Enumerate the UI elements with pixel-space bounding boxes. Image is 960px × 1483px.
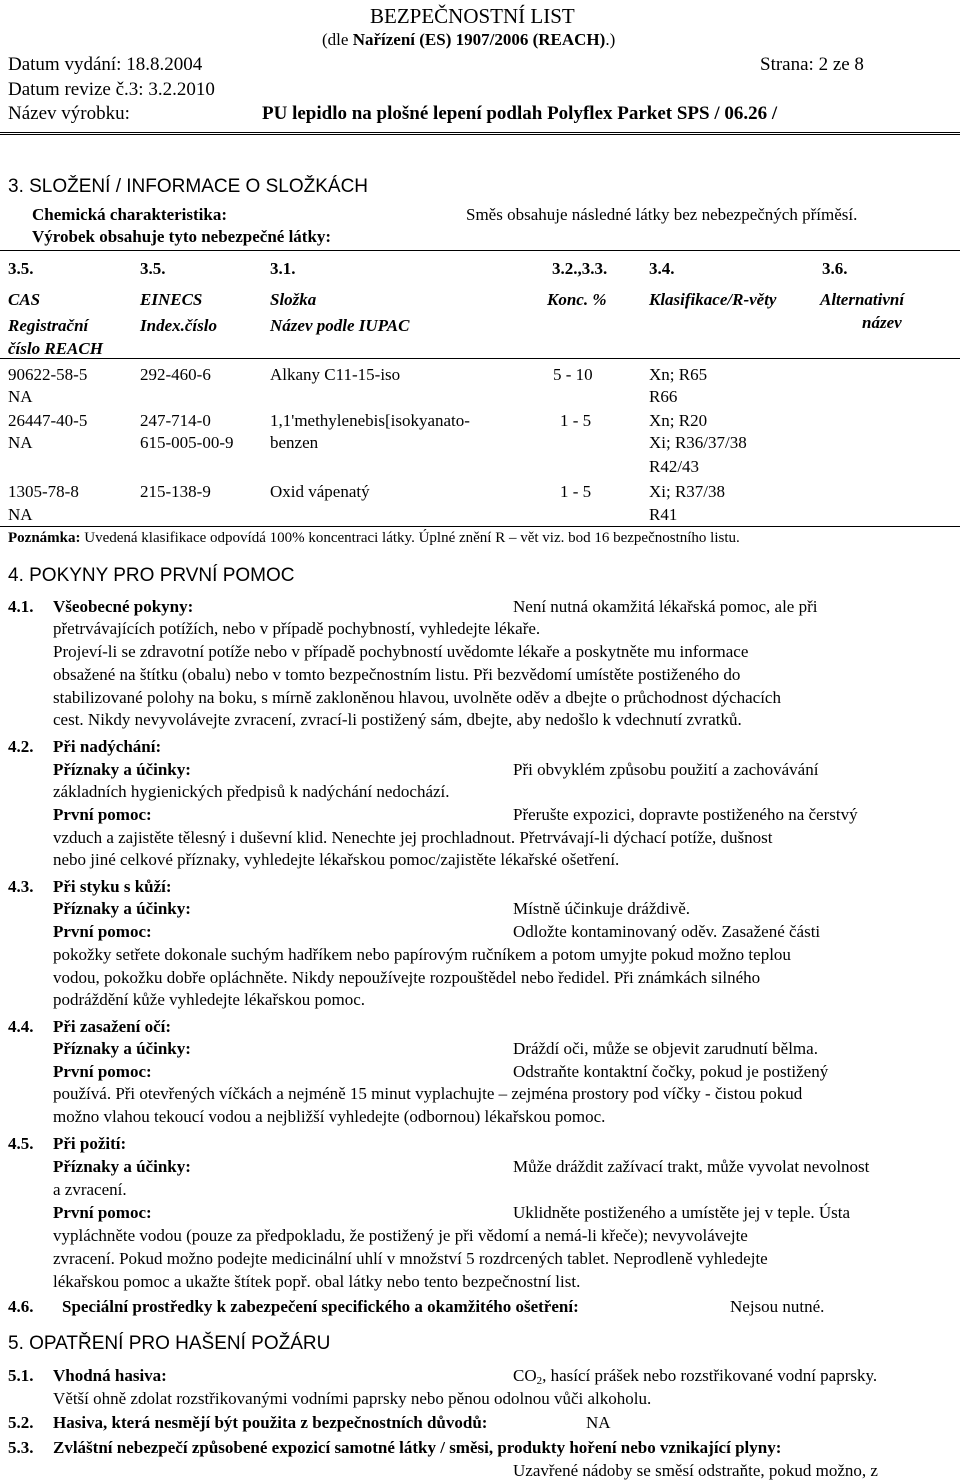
- aid-4-5-2: zvracení. Pokud možno podejte medicinální uhlí v množství 5 rozdrcených tablet. Neprodleně vyhledejte: [53, 1249, 768, 1268]
- section-4-heading: 4. POKYNY PRO PRVNÍ POMOC: [8, 565, 295, 586]
- col-reg-2: číslo REACH: [8, 339, 103, 358]
- row3-name: Oxid vápenatý: [270, 482, 370, 501]
- col-cas: CAS: [8, 290, 41, 309]
- symptoms-4-2: Při obvyklém způsobu použití a zachovávání: [513, 760, 819, 779]
- aid-label-4-3: První pomoc:: [53, 922, 152, 941]
- aid-4-5-1: vypláchněte vodou (pouze za předpokladu, že postižený je při vědomí a nemá-li křeče); nevyvolávejte: [53, 1226, 748, 1245]
- row3-class-2: R41: [649, 505, 678, 524]
- symptoms-4-2-cont: základních hygienických předpisů k nadýchání nedochází.: [53, 782, 450, 801]
- heading-4-1: Všeobecné pokyny:: [53, 597, 194, 616]
- regulation-subtitle: (dle Nařízení (ES) 1907/2006 (REACH).): [322, 30, 616, 49]
- row2-class-3: R42/43: [649, 457, 700, 476]
- row3-einecs: 215-138-9: [140, 482, 211, 501]
- chem-char-value: Směs obsahuje následné látky bez nebezpečných příměsí.: [466, 205, 858, 224]
- ref-conc: 3.2.,3.3.: [552, 259, 608, 278]
- aid-4-4: Odstraňte kontaktní čočky, pokud je postižený: [513, 1062, 829, 1081]
- num-4-6: 4.6.: [8, 1297, 34, 1316]
- revision-date: Datum revize č.3: 3.2.2010: [8, 79, 215, 100]
- symptoms-label-4-4: Příznaky a účinky:: [53, 1039, 191, 1058]
- chem-char-label: Chemická charakteristika:: [32, 205, 228, 224]
- aid-label-4-4: První pomoc:: [53, 1062, 152, 1081]
- row2-conc: 1 - 5: [560, 411, 592, 430]
- ref-class: 3.4.: [649, 259, 675, 278]
- symptoms-label-4-5: Příznaky a účinky:: [53, 1157, 191, 1176]
- row2-class-1: Xn; R20: [649, 411, 708, 430]
- table-top-rule: [0, 250, 960, 251]
- aid-label-4-2: První pomoc:: [53, 805, 152, 824]
- ref-einecs: 3.5.: [140, 259, 166, 278]
- num-4-4: 4.4.: [8, 1017, 34, 1036]
- value-5-3: Uzavřené nádoby se směsí odstraňte, pokud možno, z: [513, 1461, 878, 1480]
- col-iupac: Název podle IUPAC: [270, 316, 410, 335]
- table-bottom-rule: [0, 526, 960, 527]
- aid-4-3-3: podráždění kůže vyhledejte lékařskou pomoc.: [53, 990, 366, 1009]
- heading-4-4: Při zasažení očí:: [53, 1017, 172, 1036]
- heading-4-6: Speciální prostředky k zabezpečení specifického a okamžitého ošetření:: [62, 1297, 579, 1316]
- row3-conc: 1 - 5: [560, 482, 592, 501]
- value-5-1: $CO_2$, hasící prášek nebo rozstřikované vodní paprsky.: [513, 1366, 878, 1387]
- row1-einecs: 292-460-6: [140, 365, 211, 384]
- header-rule: [0, 132, 960, 133]
- col-reg: Registrační: [8, 316, 89, 335]
- num-4-2: 4.2.: [8, 737, 34, 756]
- aid-4-2: Přerušte expozici, dopravte postiženého na čerstvý: [513, 805, 858, 824]
- contains-label: Výrobek obsahuje tyto nebezpečné látky:: [32, 227, 332, 246]
- text-4-1-5: cest. Nikdy nevyvolávejte zvracení, zvrací-li postižený sám, dbejte, aby nedošlo k vdechnutí zvratků.: [53, 710, 742, 729]
- aid-4-4-2: možno vlahou tekoucí vodou a nejbližší vyhledejte (odbornou) lékařskou pomoc.: [53, 1107, 606, 1126]
- ref-name: 3.1.: [270, 259, 296, 278]
- col-klas: Klasifikace/R-věty: [649, 290, 777, 309]
- aid-4-3-1: pokožky setřete dokonale suchým hadříkem nebo papírovým ručníkem a potom umyjte pokud možno teplou: [53, 945, 791, 964]
- row3-reg: NA: [8, 505, 33, 524]
- heading-4-5: Při požití:: [53, 1134, 127, 1153]
- header-row-rule: [0, 358, 960, 359]
- aid-4-2-1: vzduch a zajistěte tělesný i duševní klid. Nenechte jej prochladnout. Přetrvávají-li dýchací potíže, dušnost: [53, 828, 773, 847]
- row1-conc: 5 - 10: [553, 365, 593, 384]
- issue-date: Datum vydání: 18.8.2004: [8, 54, 203, 75]
- ref-cas: 3.5.: [8, 259, 34, 278]
- row3-class-1: Xi; R37/38: [649, 482, 726, 501]
- text-4-1-3: obsažené na štítku (obalu) nebo v tomto bezpečnostním listu. Při bezvědomí umístěte postiženého do: [53, 665, 741, 684]
- text-4-1-2: Projeví-li se zdravotní potíže nebo v případě pochybností uvědomte lékaře a poskytněte mu informace: [53, 642, 749, 661]
- row1-class-2: R66: [649, 387, 678, 406]
- num-4-3: 4.3.: [8, 877, 34, 896]
- row2-index: 615-005-00-9: [140, 433, 234, 452]
- symptoms-4-5: Může dráždit zažívací trakt, může vyvolat nevolnost: [513, 1157, 870, 1176]
- aid-label-4-5: První pomoc:: [53, 1203, 152, 1222]
- text-4-1-4: stabilizované polohy na boku, s mírně zakloněnou hlavou, uvolněte oděv a dbejte o průchodnost dýchacích: [53, 688, 781, 707]
- row2-reg: NA: [8, 433, 33, 452]
- symptoms-4-4: Dráždí oči, může se objevit zarudnutí bělma.: [513, 1039, 818, 1058]
- num-4-5: 4.5.: [8, 1134, 34, 1153]
- row2-einecs: 247-714-0: [140, 411, 211, 430]
- aid-4-5-3: lékařskou pomoc a ukažte štítek popř. obal látky nebo tento bezpečnostní list.: [53, 1272, 581, 1291]
- aid-4-2-2: nebo jiné celkové příznaky, vyhledejte lékařskou pomoc/zajistěte lékařské ošetření.: [53, 850, 620, 869]
- product-label: Název výrobku:: [8, 103, 130, 124]
- heading-4-2: Při nadýchání:: [53, 737, 162, 756]
- row2-name-2: benzen: [270, 433, 319, 452]
- col-einecs: EINECS: [140, 290, 203, 309]
- document-title: BEZPEČNOSTNÍ LIST: [370, 4, 575, 28]
- text-4-1-1: přetrvávajících potížích, nebo v případě pochybností, vyhledejte lékaře.: [53, 619, 541, 638]
- symptoms-4-5-cont: a zvracení.: [53, 1180, 127, 1199]
- section-5-heading: 5. OPATŘENÍ PRO HAŠENÍ POŽÁRU: [8, 1333, 331, 1354]
- product-name: PU lepidlo na plošné lepení podlah Polyflex Parket SPS / 06.26 /: [262, 103, 778, 124]
- text-5-1: Větší ohně zdolat rozstřikovanými vodními paprsky nebo pěnou odolnou vůči alkoholu.: [53, 1389, 652, 1408]
- num-5-2: 5.2.: [8, 1413, 34, 1432]
- row1-class-1: Xn; R65: [649, 365, 708, 384]
- header-rule-2: [0, 134, 960, 135]
- row1-name: Alkany C11-15-iso: [270, 365, 401, 384]
- aid-4-3: Odložte kontaminovaný oděv. Zasažené části: [513, 922, 821, 941]
- symptoms-4-3: Místně účinkuje dráždivě.: [513, 899, 691, 918]
- row1-reg: NA: [8, 387, 33, 406]
- col-alt: Alternativní: [820, 290, 905, 309]
- num-5-1: 5.1.: [8, 1366, 34, 1385]
- col-alt-2: název: [862, 313, 902, 332]
- row3-cas: 1305-78-8: [8, 482, 79, 501]
- heading-4-3: Při styku s kůží:: [53, 877, 172, 896]
- ref-alt: 3.6.: [822, 259, 848, 278]
- col-index: Index.číslo: [140, 316, 217, 335]
- section-3-heading: 3. SLOŽENÍ / INFORMACE O SLOŽKÁCH: [8, 176, 369, 197]
- heading-5-3: Zvláštní nebezpečí způsobené expozicí samotné látky / směsi, produkty hoření nebo vznikající plyny:: [53, 1438, 782, 1457]
- num-4-1: 4.1.: [8, 597, 34, 616]
- col-slozka: Složka: [270, 290, 317, 309]
- col-konc: Konc. %: [547, 290, 607, 309]
- heading-5-1: Vhodná hasiva:: [53, 1366, 167, 1385]
- symptoms-label-4-2: Příznaky a účinky:: [53, 760, 191, 779]
- row1-cas: 90622-58-5: [8, 365, 88, 384]
- table-note: Poznámka: Uvedená klasifikace odpovídá 100% koncentraci látky. Úplné znění R – vět viz. bod 16 bezpečnostního listu.: [8, 530, 740, 546]
- value-4-6: Nejsou nutné.: [730, 1297, 825, 1316]
- row2-class-2: Xi; R36/37/38: [649, 433, 747, 452]
- num-5-3: 5.3.: [8, 1438, 34, 1457]
- value-4-1: Není nutná okamžitá lékařská pomoc, ale při: [513, 597, 818, 616]
- aid-4-4-1: používá. Při otevřených víčkách a nejméně 15 minut vyplachujte – zejména prostory pod víčky - čistou pokud: [53, 1084, 803, 1103]
- row2-name: 1,1'methylenebis[isokyanato-: [270, 411, 470, 430]
- value-5-2: NA: [586, 1413, 611, 1432]
- heading-5-2: Hasiva, která nesmějí být použita z bezpečnostních důvodů:: [53, 1413, 488, 1432]
- page-number: Strana: 2 ze 8: [760, 54, 864, 75]
- aid-4-5: Uklidněte postiženého a umístěte jej v teple. Ústa: [513, 1203, 851, 1222]
- symptoms-label-4-3: Příznaky a účinky:: [53, 899, 191, 918]
- row2-cas: 26447-40-5: [8, 411, 88, 430]
- aid-4-3-2: vodou, pokožku dobře opláchněte. Nikdy nepoužívejte rozpouštědel nebo ředidel. Při známkách silného: [53, 968, 761, 987]
